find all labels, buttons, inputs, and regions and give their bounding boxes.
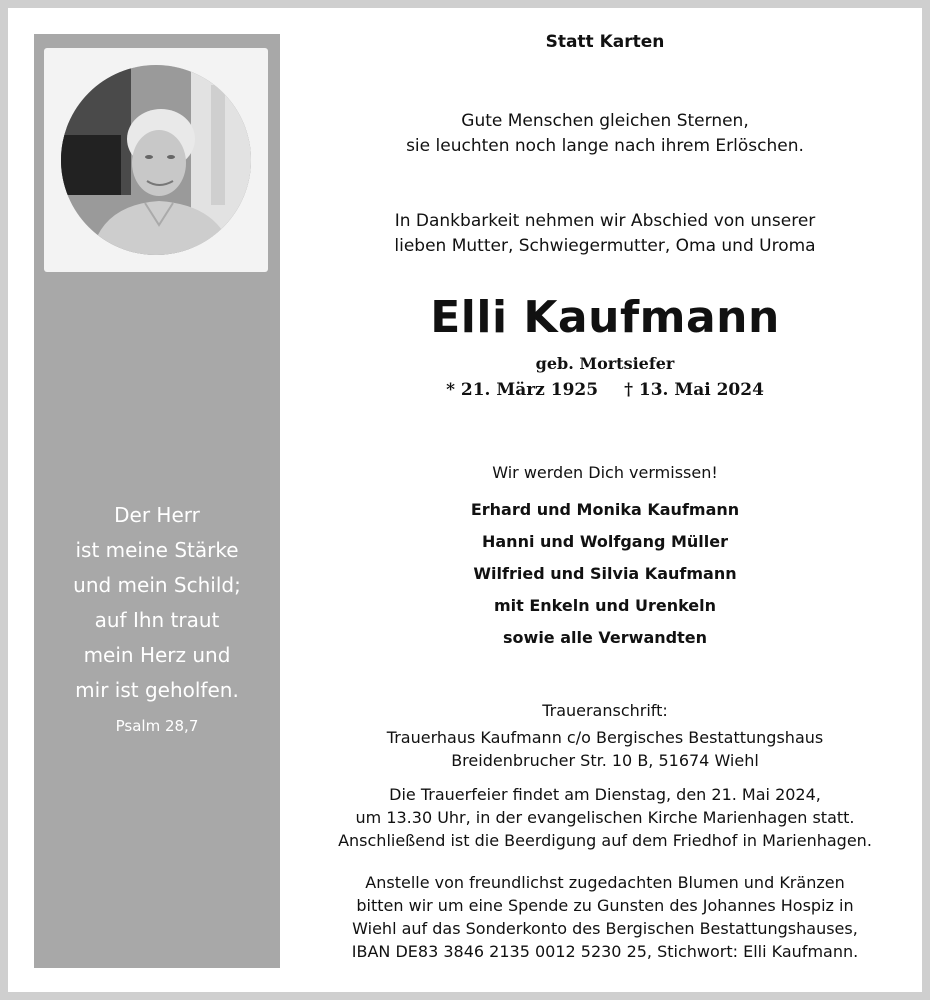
ceremony-line: Anschließend ist die Beerdigung auf dem Friedhof in Marienhagen. (338, 831, 872, 850)
donation-info (288, 871, 922, 963)
death-date: † 13. Mai 2024 (624, 380, 764, 400)
donation-line: IBAN DE83 3846 2135 0012 5230 25, Stichwort: Elli Kaufmann. (351, 942, 859, 961)
verse-line: ist meine Stärke (75, 538, 239, 562)
obituary-card (8, 8, 922, 992)
life-dates (288, 380, 922, 400)
donation-line: Wiehl auf das Sonderkonto des Bergischen Bestattungshauses, (352, 919, 858, 938)
address-line: Trauerhaus Kaufmann c/o Bergisches Bestattungshaus (386, 728, 824, 747)
heading: Statt Karten (545, 32, 665, 52)
ceremony-info (288, 783, 922, 852)
ceremony-line: um 13.30 Uhr, in der evangelischen Kirche Marienhagen statt. (355, 808, 855, 827)
maiden-name: geb. Mortsiefer (535, 354, 675, 373)
quote-line: Gute Menschen gleichen Sternen, (461, 111, 749, 131)
intro-text (288, 209, 922, 259)
mourners-list (288, 494, 922, 654)
farewell-text: Wir werden Dich vermissen! (492, 463, 718, 482)
mourner-item: Wilfried und Silvia Kaufmann (473, 564, 737, 583)
address-line: Breidenbrucher Str. 10 B, 51674 Wiehl (451, 751, 759, 770)
verse-line: auf Ihn traut (94, 608, 220, 632)
verse-line: mein Herz und (83, 643, 231, 667)
sidebar-panel (34, 34, 280, 968)
birth-date: * 21. März 1925 (446, 380, 599, 400)
opening-quote (288, 109, 922, 159)
verse-reference: Psalm 28,7 (115, 717, 199, 735)
address-block (288, 726, 922, 772)
ceremony-line: Die Trauerfeier findet am Dienstag, den 21. Mai 2024, (389, 785, 821, 804)
mourner-item: mit Enkeln und Urenkeln (493, 596, 717, 615)
quote-line: sie leuchten noch lange nach ihrem Erlöschen. (406, 136, 804, 156)
address-title: Traueranschrift: (542, 701, 668, 720)
donation-line: Anstelle von freundlichst zugedachten Blumen und Kränzen (365, 873, 845, 892)
mourner-item: Hanni und Wolfgang Müller (481, 532, 729, 551)
mourner-item: Erhard und Monika Kaufmann (470, 500, 740, 519)
portrait-photo (61, 65, 251, 255)
mourner-item: sowie alle Verwandten (503, 628, 707, 647)
verse-line: mir ist geholfen. (75, 678, 239, 702)
verse-line: und mein Schild; (73, 573, 241, 597)
intro-line: lieben Mutter, Schwiegermutter, Oma und Uroma (394, 236, 816, 256)
verse-line: Der Herr (114, 503, 200, 527)
donation-line: bitten wir um eine Spende zu Gunsten des Johannes Hospiz in (356, 896, 854, 915)
portrait-illustration (61, 65, 251, 255)
psalm-verse (34, 498, 280, 740)
deceased-name: Elli Kaufmann (430, 292, 780, 343)
portrait-frame (44, 48, 268, 272)
intro-line: In Dankbarkeit nehmen wir Abschied von unserer (394, 211, 816, 231)
